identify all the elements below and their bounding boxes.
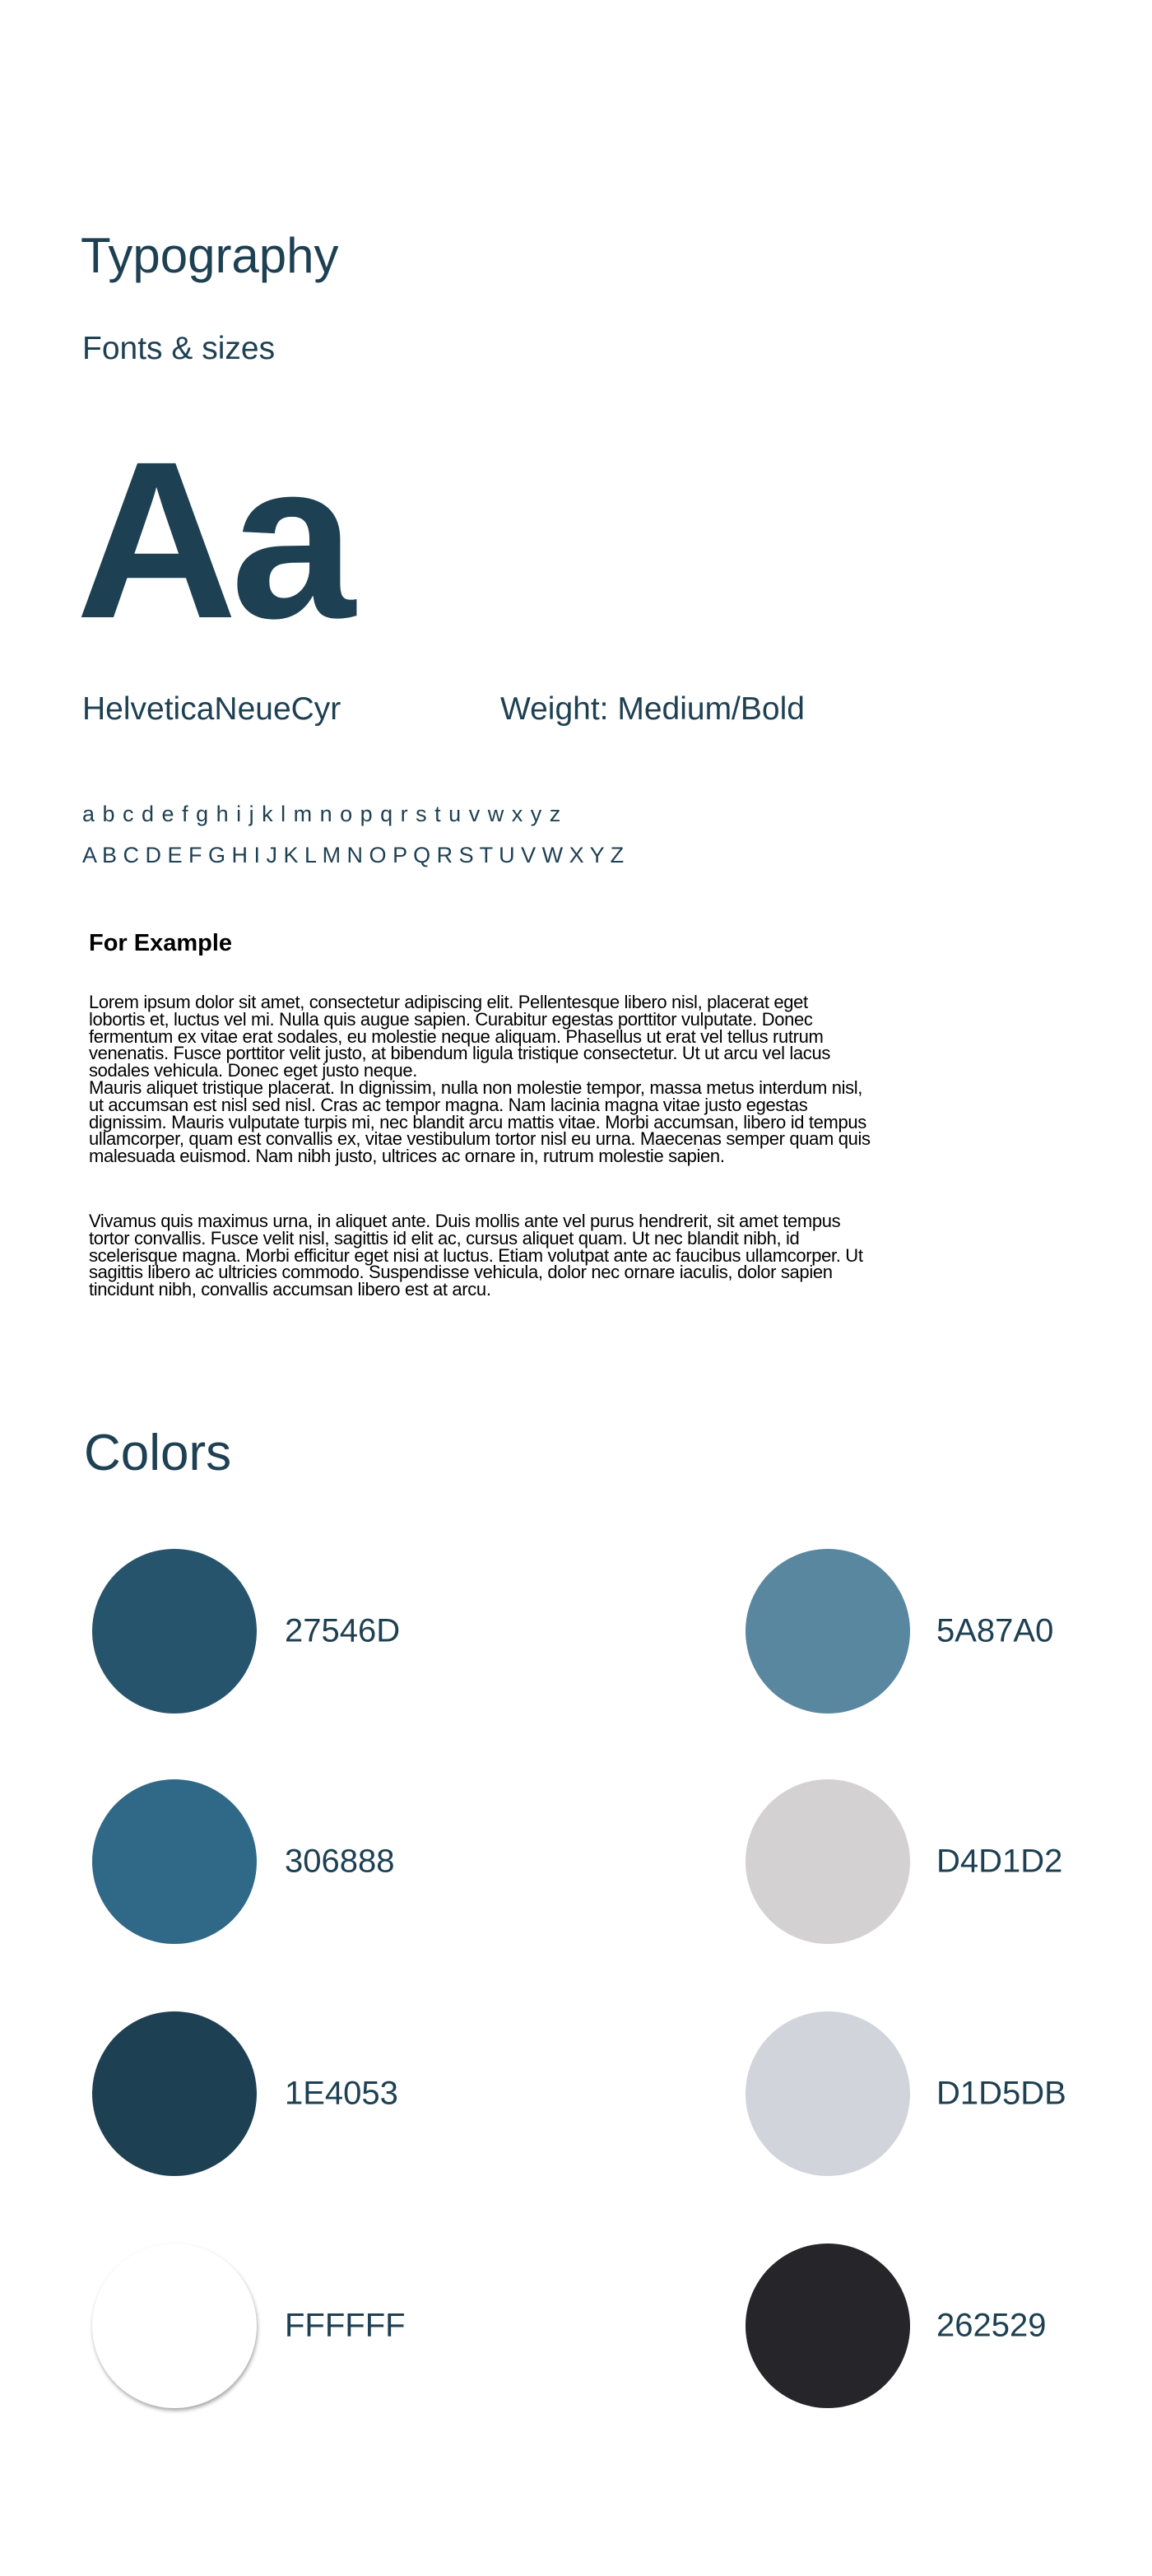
color-hex-label: 27546D [285,1612,401,1649]
color-swatch-306888 [92,1779,257,1944]
color-hex-label: 306888 [285,1843,395,1880]
color-hex-label: FFFFFF [285,2307,406,2344]
paragraph-line: scelerisque magna. Morbi efficitur eget nisi at luctus. Etiam volutpat ante ac faucibus ullamcorper. Ut [89,1244,863,1266]
paragraph-line: fermentum ex vitae erat sodales, eu molestie neque aliquam. Phasellus ut erat vel tellus rutrum [89,1025,824,1047]
paragraph-line: venenatis. Fusce porttitor velit justo, at bibendum ligula tristique consectetur. Ut ut arcu vel lacus [89,1043,830,1064]
uppercase-alphabet: A B C D E F G H I J K L M N O P Q R S T U V W X Y Z [82,843,625,867]
typography-title: Typography [81,228,339,283]
paragraph-line: tortor convallis. Fusce velit nisl, sagittis id elit ac, cursus aliquet quam. Ut nec blandit nibh, id [89,1227,800,1248]
font-weight: Weight: Medium/Bold [500,691,805,727]
color-swatch-27546d [92,1549,257,1713]
color-hex-label: 1E4053 [285,2075,398,2112]
paragraph-line: tincidunt nibh, convallis accumsan libero est at arcu. [89,1279,491,1300]
paragraph-line: Mauris aliquet tristique placerat. In dignissim, nulla non molestie tempor, massa metus interdum nisl, [89,1076,863,1098]
color-hex-label: 5A87A0 [936,1612,1054,1649]
example-paragraph-2 [89,1213,863,1299]
font-name: HelveticaNeueCyr [82,691,341,727]
paragraph-line: malesuada euismod. Nam nibh justo, ultrices ac ornare in, rutrum molestie sapien. [89,1146,725,1167]
example-paragraph-1 [89,994,871,1165]
font-sample-glyphs: Aa [76,415,349,665]
color-swatch-ffffff [92,2244,257,2408]
paragraph-line: sagittis libero ac ultricies commodo. Suspendisse vehicula, dolor nec ornare iaculis, dolor sapien [89,1262,833,1283]
color-swatch-d4d1d2 [746,1779,910,1944]
example-title: For Example [89,930,233,956]
color-swatch-5a87a0 [746,1549,910,1713]
colors-title: Colors [84,1425,232,1481]
fonts-sizes-subtitle: Fonts & sizes [82,331,276,366]
color-hex-label: 262529 [936,2307,1047,2344]
paragraph-line: Lorem ipsum dolor sit amet, consectetur adipiscing elit. Pellentesque libero nisl, placerat eget [89,992,808,1012]
lowercase-alphabet: a b c d e f g h i j k l m n o p q r s t u v w x y z [82,802,561,826]
color-swatch-262529 [746,2244,910,2408]
paragraph-line: Vivamus quis maximus urna, in aliquet ante. Duis mollis ante vel purus hendrerit, sit amet tempus [89,1211,841,1231]
paragraph-line: dignissim. Mauris vulputate turpis mi, nec blandit arcu mattis vitae. Morbi accumsan, libero id tempus [89,1111,866,1132]
color-swatch-1e4053 [92,2011,257,2176]
paragraph-line: ullamcorper, quam est convallis ex, vitae vestibulum tortor nisl eu urna. Maecenas semper quam quis [89,1128,871,1150]
color-swatch-d1d5db [746,2011,910,2176]
paragraph-line: lobortis et, luctus vel mi. Nulla quis augue sapien. Curabitur egestas porttitor vulputate. Donec [89,1008,813,1030]
paragraph-line: sodales vehicula. Donec eget justo neque. [89,1060,418,1081]
color-hex-label: D1D5DB [936,2075,1066,2112]
paragraph-line: ut accumsan est nisl sed nisl. Cras ac tempor magna. Nam lacinia magna vitae justo egestas [89,1094,808,1115]
color-hex-label: D4D1D2 [936,1843,1063,1880]
